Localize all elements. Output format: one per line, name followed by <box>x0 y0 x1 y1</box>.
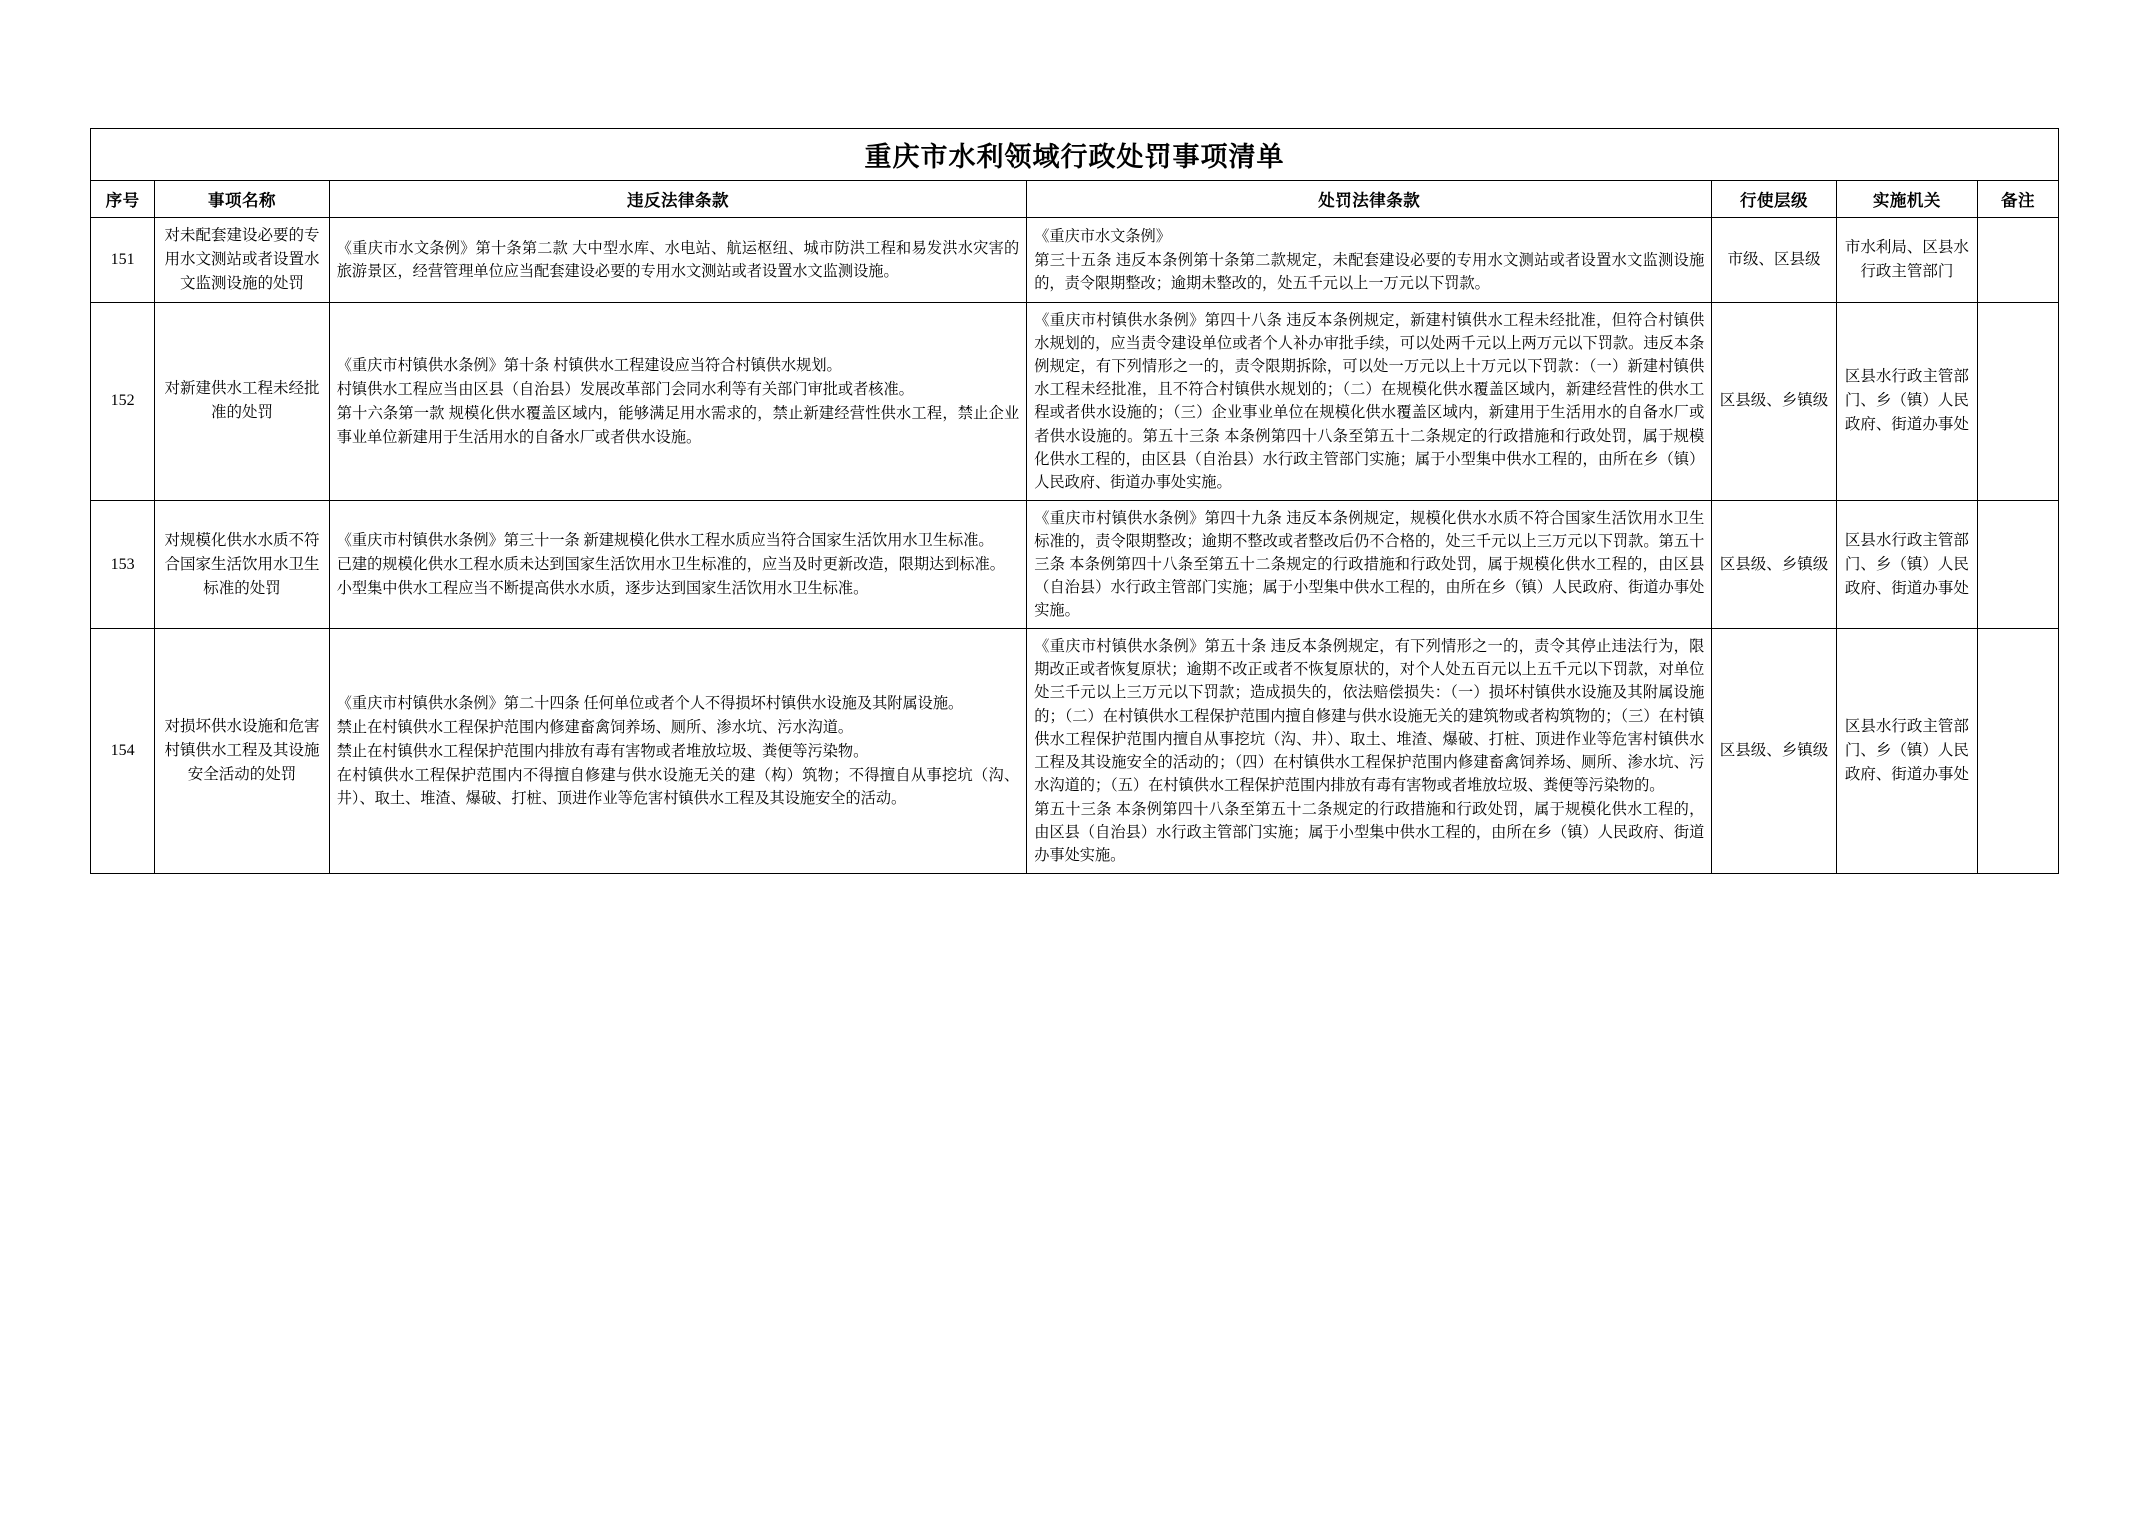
row-penalty <box>1027 629 1712 874</box>
table-row <box>91 629 2059 874</box>
page-title: 重庆市水利领域行政处罚事项清单 <box>91 129 2059 181</box>
table-row <box>91 303 2059 501</box>
penalty-listing-table-wrapper <box>90 128 2059 874</box>
penalty-paragraph: 《重庆市村镇供水条例》第四十八条 违反本条例规定，新建村镇供水工程未经批准，但符合村镇供水规划的，应当责令建设单位或者个人补办审批手续，可以处两千元以上两万元以下罚款。违反本条例规定，有下列情形之一的，责令限期拆除，可以处一万元以上十万元以下罚款：（一）新建村镇供水工程未经批准，且不符合村镇供水规划的；（二）在规模化供水覆盖区域内，新建经营性的供水工程或者供水设施的；（三）企业事业单位在规模化供水覆盖区域内，新建用于生活用水的自备水厂或者供水设施的。第五十三条 本条例第四十八条至第五十二条规定的行政措施和行政处罚，属于规模化供水工程的，由区县（自治县）水行政主管部门实施；属于小型集中供水工程的，由所在乡（镇）人民政府、街道办事处实施。 <box>1034 312 1705 491</box>
penalty-listing-table <box>90 128 2059 874</box>
row-penalty <box>1027 218 1712 303</box>
row-violation <box>329 218 1027 303</box>
violation-paragraph: 已建的规模化供水工程水质未达到国家生活饮用水卫生标准的，应当及时更新改造，限期达到标准。 <box>336 555 1005 573</box>
row-organ: 区县水行政主管部门、乡（镇）人民政府、街道办事处 <box>1836 500 1977 628</box>
row-seq: 154 <box>91 629 155 874</box>
violation-paragraph: 村镇供水工程应当由区县（自治县）发展改革部门会同水利等有关部门审批或者核准。 <box>336 381 914 399</box>
column-header-seq: 序号 <box>91 181 155 218</box>
penalty-paragraph: 第三十五条 违反本条例第十条第二款规定，未配套建设必要的专用水文测站或者设置水文监测设施的，责令限期整改；逾期未整改的，处五千元以上一万元以下罚款。 <box>1034 251 1705 293</box>
row-note <box>1977 500 2058 628</box>
column-header-item-name: 事项名称 <box>155 181 329 218</box>
row-penalty <box>1027 303 1712 501</box>
table-row <box>91 218 2059 303</box>
violation-paragraph: 《重庆市村镇供水条例》第十条 村镇供水工程建设应当符合村镇供水规划。 <box>336 357 842 375</box>
row-violation <box>329 303 1027 501</box>
violation-paragraph: 《重庆市村镇供水条例》第二十四条 任何单位或者个人不得损坏村镇供水设施及其附属设施。 <box>336 695 964 712</box>
violation-paragraph: 禁止在村镇供水工程保护范围内修建畜禽饲养场、厕所、渗水坑、污水沟道。 <box>336 719 854 737</box>
column-header-note: 备注 <box>1977 181 2058 218</box>
row-organ: 市水利局、区县水行政主管部门 <box>1836 218 1977 303</box>
row-level: 区县级、乡镇级 <box>1712 303 1837 501</box>
column-header-penalty: 处罚法律条款 <box>1027 181 1712 218</box>
violation-paragraph: 在村镇供水工程保护范围内不得擅自修建与供水设施无关的建（构）筑物；不得擅自从事挖坑（沟、井）、取土、堆渣、爆破、打桩、顶进作业等危害村镇供水工程及其设施安全的活动。 <box>336 767 1020 808</box>
violation-paragraph: 小型集中供水工程应当不断提高供水水质，逐步达到国家生活饮用水卫生标准。 <box>336 580 869 598</box>
table-row <box>91 500 2059 628</box>
row-item-name: 对未配套建设必要的专用水文测站或者设置水文监测设施的处罚 <box>155 218 329 303</box>
row-level: 市级、区县级 <box>1712 218 1837 303</box>
penalty-paragraph: 第五十三条 本条例第四十八条至第五十二条规定的行政措施和行政处罚，属于规模化供水工程的，由区县（自治县）水行政主管部门实施；属于小型集中供水工程的，由所在乡（镇）人民政府、街道办事处实施。 <box>1034 800 1705 865</box>
row-penalty <box>1027 500 1712 628</box>
penalty-paragraph: 《重庆市水文条例》 <box>1034 227 1171 245</box>
row-seq: 152 <box>91 303 155 501</box>
row-violation <box>329 500 1027 628</box>
row-note <box>1977 218 2058 303</box>
row-seq: 153 <box>91 500 155 628</box>
penalty-paragraph: 《重庆市村镇供水条例》第四十九条 违反本条例规定，规模化供水水质不符合国家生活饮用水卫生标准的，责令限期整改；逾期不整改或者整改后仍不合格的，处三千元以上三万元以下罚款。第五十三条 本条例第四十八条至第五十二条规定的行政措施和行政处罚，属于规模化供水工程的，由区县（自治县）水行政主管部门实施；属于小型集中供水工程的，由所在乡（镇）人民政府、街道办事处实施。 <box>1034 509 1705 620</box>
row-level: 区县级、乡镇级 <box>1712 629 1837 874</box>
row-organ: 区县水行政主管部门、乡（镇）人民政府、街道办事处 <box>1836 629 1977 874</box>
row-violation <box>329 629 1027 874</box>
penalty-paragraph: 《重庆市村镇供水条例》第五十条 违反本条例规定，有下列情形之一的，责令其停止违法行为，限期改正或者恢复原状；逾期不改正或者不恢复原状的，对个人处五百元以上五千元以下罚款，对单位处三千元以上三万元以下罚款；造成损失的，依法赔偿损失：（一）损坏村镇供水设施及其附属设施的；（二）在村镇供水工程保护范围内擅自修建与供水设施无关的建筑物或者构筑物的；（三）在村镇供水工程保护范围内擅自从事挖坑（沟、井）、取土、堆渣、爆破、打桩、顶进作业等危害村镇供水工程及其设施安全的活动的；（四）在村镇供水工程保护范围内修建畜禽饲养场、厕所、渗水坑、污水沟道的；（五）在村镇供水工程保护范围内排放有毒有害物或者堆放垃圾、粪便等污染物的。 <box>1034 638 1705 794</box>
violation-paragraph: 第十六条第一款 规模化供水覆盖区域内，能够满足用水需求的，禁止新建经营性供水工程，禁止企业事业单位新建用于生活用水的自备水厂或者供水设施。 <box>336 405 1020 446</box>
row-item-name: 对规模化供水水质不符合国家生活饮用水卫生标准的处罚 <box>155 500 329 628</box>
row-note <box>1977 629 2058 874</box>
row-item-name: 对损坏供水设施和危害村镇供水工程及其设施安全活动的处罚 <box>155 629 329 874</box>
row-organ: 区县水行政主管部门、乡（镇）人民政府、街道办事处 <box>1836 303 1977 501</box>
column-header-organ: 实施机关 <box>1836 181 1977 218</box>
row-seq: 151 <box>91 218 155 303</box>
violation-paragraph: 《重庆市水文条例》第十条第二款 大中型水库、水电站、航运枢纽、城市防洪工程和易发洪水灾害的旅游景区，经营管理单位应当配套建设必要的专用水文测站或者设置水文监测设施。 <box>336 239 1020 281</box>
row-note <box>1977 303 2058 501</box>
violation-paragraph: 《重庆市村镇供水条例》第三十一条 新建规模化供水工程水质应当符合国家生活饮用水卫生标准。 <box>336 531 994 549</box>
table-header-row <box>91 181 2059 218</box>
violation-paragraph: 禁止在村镇供水工程保护范围内排放有毒有害物或者堆放垃圾、粪便等污染物。 <box>336 743 869 761</box>
row-item-name: 对新建供水工程未经批准的处罚 <box>155 303 329 501</box>
table-title-row <box>91 129 2059 181</box>
column-header-level: 行使层级 <box>1712 181 1837 218</box>
column-header-violation: 违反法律条款 <box>329 181 1027 218</box>
row-level: 区县级、乡镇级 <box>1712 500 1837 628</box>
